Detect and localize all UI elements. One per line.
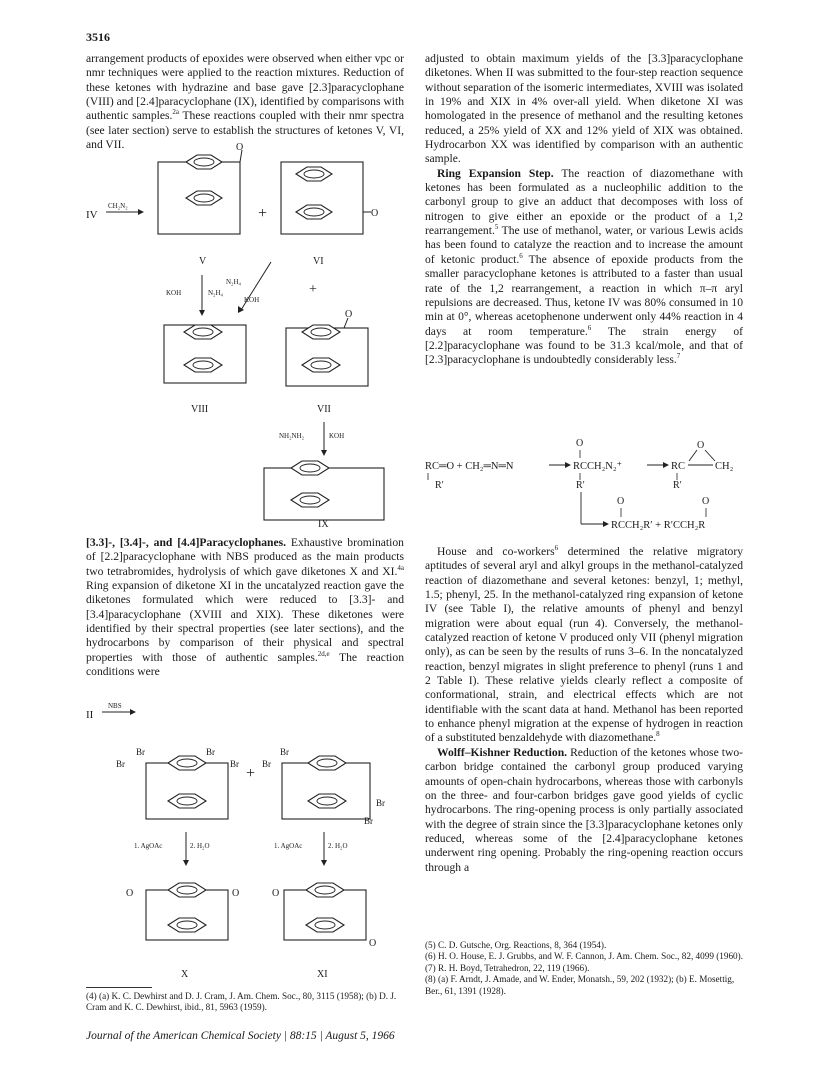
svg-text:1. AgOAc: 1. AgOAc — [134, 842, 163, 850]
svg-text:R′: R′ — [576, 480, 585, 491]
label-vii: VII — [317, 404, 331, 415]
molecule-vii — [286, 309, 368, 386]
molecule-vi — [281, 162, 378, 234]
svg-text:O: O — [236, 142, 244, 153]
svg-text:2. H₂O: 2. H₂O — [190, 842, 210, 850]
svg-text:+: + — [309, 282, 317, 297]
footnote-6: (6) H. O. House, E. J. Grubbs, and W. F. Cannon, J. Am. Chem. Soc., 82, 4099 (1960). — [425, 951, 744, 962]
svg-text:RC═O + CH₂═N═N: RC═O + CH₂═N═N — [425, 461, 514, 472]
svg-text:R′: R′ — [435, 480, 444, 491]
scheme-ring-expansion — [86, 142, 406, 535]
svg-text:Br: Br — [280, 747, 289, 757]
svg-text:Br: Br — [262, 759, 271, 769]
left-paragraph-2: [3.3]-, [3.4]-, and [4.4]Paracyclophanes. Exhaustive bromination of [2.2]paracyclophane with NBS produced as the main products two tetrabromides, hydrolysis of which gave diketones X and XI.$^{4a}$ Ring expansion of diketone XI in the uncatalyzed reaction gave the diketones formulated which were reduced to [3.3]- and [3.4]paracyclophane (XVIII and XIX). These diketones were identified by their spectral properties (see later sections), and the hydrocarbons by comparison of their physical and spectral properties with those of authentic samples.$^{2d,e}$ The reaction conditions were — [86, 536, 404, 679]
footnote-8: (8) (a) F. Arndt, J. Amade, and W. Ender, Monatsh., 59, 202 (1932); (b) E. Mosettig, Ber., 61, 1391 (1928). — [425, 974, 735, 996]
svg-text:Br: Br — [116, 759, 125, 769]
svg-text:N₂H₄: N₂H₄ — [208, 289, 223, 297]
footnote-7: (7) R. H. Boyd, Tetrahedron, 22, 119 (1966). — [425, 962, 590, 973]
reagent-nbs: NBS — [108, 702, 122, 710]
footnote-4: (4) (a) K. C. Dewhirst and D. J. Cram, J. Am. Chem. Soc., 80, 3115 (1958); (b) D. J. Cram and K. C. Dewhirst, ibid., 81, 5963 (1959). — [86, 991, 397, 1013]
label-iv: IV — [86, 209, 98, 221]
svg-text:1. AgOAc: 1. AgOAc — [274, 842, 303, 850]
journal-footer: Journal of the American Chemical Society | 88:15 | August 5, 1966 — [86, 1030, 395, 1042]
diketone-xi — [272, 883, 376, 949]
svg-text:2. H₂O: 2. H₂O — [328, 842, 348, 850]
footnote-rule-left — [86, 987, 152, 988]
mechanism-scheme — [425, 438, 755, 538]
svg-text:R′: R′ — [673, 480, 682, 491]
svg-text:Br: Br — [230, 759, 239, 769]
svg-text:O: O — [371, 208, 379, 219]
right-paragraph-1: adjusted to obtain maximum yields of the [3.3]paracyclophane diketones. When II was submitted to the four-step reaction sequence without separation of the isomeric intermediates, XVIII was isolated in 19% and XIX in 4% over-all yield. When diketone XI was homologated in the presence of methanol and the resulting ketones reduced, a 25% yield of XX and 12% yield of XIX was obtained. Hydrocarbon XX was identified by comparison with an authentic sample. — [425, 52, 743, 166]
svg-text:O: O — [576, 438, 584, 449]
diketone-x — [126, 883, 239, 940]
footnote-5: (5) C. D. Gutsche, Org. Reactions, 8, 364 (1954). — [425, 940, 607, 950]
molecule-v — [158, 142, 243, 234]
tetrabromide-2 — [262, 747, 385, 826]
right-column-top — [425, 52, 743, 368]
svg-text:O: O — [272, 888, 280, 899]
label-vi: VI — [313, 256, 324, 267]
label-v: V — [199, 256, 207, 267]
svg-text:O: O — [702, 496, 710, 507]
label-ii: II — [86, 709, 94, 721]
svg-text:Br: Br — [206, 747, 215, 757]
right-column-bottom — [425, 545, 743, 875]
svg-text:RC: RC — [671, 461, 686, 472]
svg-text:CH₂: CH₂ — [715, 461, 734, 472]
page-number: 3516 — [86, 30, 110, 44]
tetrabromide-1 — [116, 747, 239, 819]
svg-text:NH₂NH₂: NH₂NH₂ — [279, 432, 305, 440]
molecule-viii — [164, 325, 246, 383]
label-viii: VIII — [191, 404, 209, 415]
svg-text:O: O — [369, 938, 377, 949]
reagent-ch2n2: CH₂N₂ — [108, 202, 128, 210]
left-column-top — [86, 52, 404, 152]
left-paragraph-1: arrangement products of epoxides were observed when either vpc or nmr techniques were applied to the reaction mixtures. Reduction of these ketones with hydrazine and base gave [2.3]paracyclophane (VIII) and [2.4]paracyclophane (IX), identified by comparisons with authentic samples.$^{2a}$ These reactions coupled with their nmr spectra (see later section) serve to establish the structures of ketones V, VI, and VII. — [86, 52, 405, 152]
svg-text:O: O — [232, 888, 240, 899]
svg-text:+: + — [246, 765, 256, 782]
plus-sign: + — [258, 205, 268, 222]
svg-text:KOH: KOH — [166, 289, 182, 297]
svg-text:Br: Br — [136, 747, 145, 757]
label-ix: IX — [318, 519, 329, 530]
svg-text:O: O — [697, 440, 705, 451]
right-paragraph-4: Wolff–Kishner Reduction. Reduction of the ketones whose two-carbon bridge contained the carbonyl group produced varying amounts of open-chain hydrocarbons, whereas those with carbonyls on the three- and four-carbon bridges gave good yields of cyclic hydrocarbons. The ring-opening process is only partially associated with the degree of strain since the [3.3]paracyclophane ketones only reduced, whereas some of the [2.4]paracyclophane ketones underwent ring opening. Probably the ring-opening reaction occurs through a — [425, 745, 743, 874]
svg-text:Br: Br — [364, 816, 373, 826]
svg-text:Br: Br — [376, 798, 385, 808]
svg-text:KOH: KOH — [329, 432, 345, 440]
label-x: X — [181, 969, 189, 980]
scheme-bromination — [86, 700, 406, 985]
label-xi: XI — [317, 969, 328, 980]
svg-text:O: O — [345, 309, 353, 320]
svg-text:N₂H₄: N₂H₄ — [226, 278, 241, 286]
right-paragraph-2: Ring Expansion Step. The reaction of diazomethane with ketones has been formulated as a nucleophilic addition to the carbonyl group to give an adduct that decomposes with loss of nitrogen to give either an epoxide or the product of a 1,2 rearrangement.$^5$ The use of methanol, water, or various Lewis acids has been found to catalyze the reaction and to increase the amount of ketonic product.$^6$ The absence of epoxide products from the smaller paracyclophane ketones is attributed to a faster than usual rate of the 1,2 rearrangement, a reaction in which π–π aryl repulsions are decreased. Thus, ketone IV was 80% consumed in 10 min at 0°, whereas acetophenone underwent only 44% reaction in 4 days at room temperature.$^6$ The strain energy of [2.2]paracyclophane was found to be 31.3 kcal/mole, and that of [2.3]paracyclophane is undoubtedly considerably less.$^7$ — [425, 166, 743, 367]
svg-text:KOH: KOH — [244, 296, 260, 304]
svg-text:RCCH₂R′ + R′CCH₂R: RCCH₂R′ + R′CCH₂R — [611, 520, 706, 531]
svg-text:O: O — [126, 888, 134, 899]
svg-text:RCCH₂N₂⁺: RCCH₂N₂⁺ — [573, 461, 623, 472]
left-column-middle — [86, 536, 404, 679]
svg-text:O: O — [617, 496, 625, 507]
molecule-ix — [264, 461, 384, 520]
right-paragraph-3: House and co-workers$^6$ determined the relative migratory aptitudes of several aryl and alkyl groups in the methanol-catalyzed reaction of diazomethane and several ketones: benzyl, 1; methyl, 1.5; phenyl, 25. In the methanol-catalyzed ring expansion of ketone IV (see Table I), the relative amounts of phenyl and benzyl migration were about equal (run 4). Conversely, the methanol-catalyzed reaction of ketone V produced only VII (phenyl migration only), as can be seen by the results of runs 3–6. In the noncatalyzed reaction, benzyl migrates in slight preference to phenyl (runs 1 and 2 Table I). These relative yields clearly reflect a composite of conformational, strain, and electrical effects which are not identifiable with the scant data at hand. Methanol has been reported to enhance phenyl migration at the expense of hydrogen in reaction of a substituted benzaldehyde with diazomethane.$^8$ — [425, 544, 743, 745]
footnotes-left — [86, 991, 404, 1014]
footnotes-right — [425, 940, 743, 997]
